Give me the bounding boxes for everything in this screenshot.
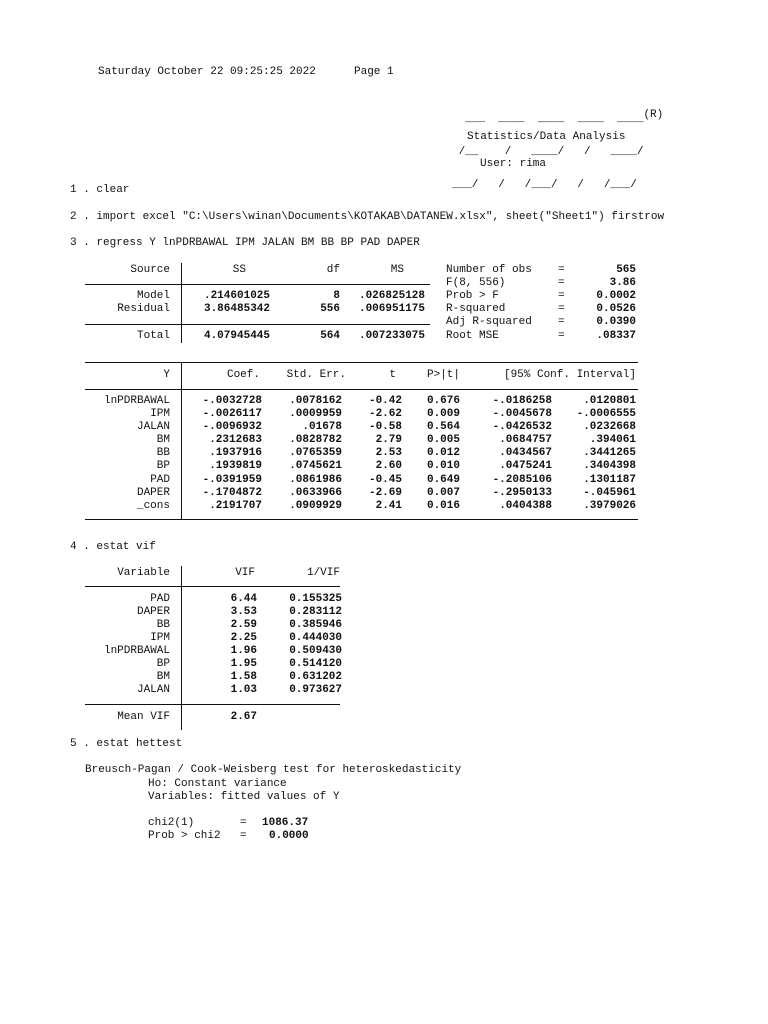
anova-residual-ms: .006951175 <box>358 303 425 315</box>
anova-model-ms: .026825128 <box>358 290 425 302</box>
coef-ci-upper: -.0006555 <box>576 408 636 420</box>
coef-ci-lower: .0404388 <box>499 500 552 512</box>
coef-header-se: Std. Err. <box>286 369 346 381</box>
stat-value-rmse: .08337 <box>596 330 636 342</box>
anova-model-ss: .214601025 <box>203 290 270 302</box>
coef-ci-lower: .0684757 <box>499 434 552 446</box>
stat-eq-nobs: = <box>558 264 565 276</box>
coef-p: 0.007 <box>426 487 460 499</box>
vif-header-rule <box>85 586 340 587</box>
anova-model-label: Model <box>136 290 170 302</box>
stat-label-adjr2: Adj R-squared <box>446 316 532 328</box>
hettest-chi2-value: 1086.37 <box>262 817 309 829</box>
coef-value: .2312683 <box>209 434 262 446</box>
coef-t: 2.53 <box>375 447 402 459</box>
coef-ci-upper: -.045961 <box>583 487 636 499</box>
vif-inverse: 0.155325 <box>289 593 342 605</box>
coef-t: 2.60 <box>375 460 402 472</box>
hettest-variables: Variables: fitted values of Y <box>148 791 340 803</box>
coef-t: 2.79 <box>375 434 402 446</box>
coef-se: .0078162 <box>289 395 342 407</box>
coef-ci-lower: -.0045678 <box>492 408 552 420</box>
coef-header-p: P>|t| <box>426 369 460 381</box>
anova-vertical-rule <box>181 263 182 343</box>
coef-var: DAPER <box>136 487 170 499</box>
coef-bottom-rule <box>85 519 638 520</box>
command-1: 1 . clear <box>70 184 130 196</box>
stat-eq-rmse: = <box>558 330 565 342</box>
vif-mean-rule <box>85 704 340 705</box>
logo-line-2: /__ / ____/ / ____/ <box>452 146 644 158</box>
coef-top-rule <box>85 362 638 363</box>
coef-se: .0745621 <box>289 460 342 472</box>
coef-var: BP <box>156 460 170 472</box>
coef-p: 0.564 <box>426 421 460 433</box>
coef-p: 0.009 <box>426 408 460 420</box>
vif-inverse: 0.509430 <box>289 645 342 657</box>
registered-mark: (R) <box>643 109 664 121</box>
page-number: Page 1 <box>354 66 394 78</box>
anova-total-ss: 4.07945445 <box>203 330 270 342</box>
vif-var: PAD <box>150 593 170 605</box>
anova-model-df: 8 <box>333 290 340 302</box>
vif-inverse: 0.514120 <box>289 658 342 670</box>
coef-p: 0.005 <box>426 434 460 446</box>
stat-value-probf: 0.0002 <box>596 290 636 302</box>
command-3: 3 . regress Y lnPDRBAWAL IPM JALAN BM BB BP PAD DAPER <box>70 237 420 249</box>
coef-ci-upper: .3441265 <box>583 447 636 459</box>
coef-p: 0.649 <box>426 474 460 486</box>
stat-eq-probf: = <box>558 290 565 302</box>
vif-var: BM <box>156 671 170 683</box>
timestamp: Saturday October 22 09:25:25 2022 <box>98 66 316 78</box>
coef-se: .01678 <box>302 421 342 433</box>
logo-line-1: ___ ____ ____ ____ ____(R) <box>452 109 664 125</box>
coef-header-t: t <box>389 369 396 381</box>
stat-value-r2: 0.0526 <box>596 303 636 315</box>
stat-label-r2: R-squared <box>446 303 506 315</box>
vif-value: 2.25 <box>230 632 257 644</box>
coef-header-coef: Coef. <box>226 369 260 381</box>
vif-mean-value: 2.67 <box>230 711 257 723</box>
coef-ci-lower: .0475241 <box>499 460 552 472</box>
hettest-chi2-label: chi2(1) <box>148 817 195 829</box>
coef-ci-lower: -.0426532 <box>492 421 552 433</box>
coef-ci-lower: -.2085106 <box>492 474 552 486</box>
coef-value: -.0096932 <box>202 421 262 433</box>
coef-value: -.0026117 <box>202 408 262 420</box>
coef-t: -0.58 <box>368 421 402 433</box>
stat-eq-adjr2: = <box>558 316 565 328</box>
coef-ci-upper: .0232668 <box>583 421 636 433</box>
stat-value-adjr2: 0.0390 <box>596 316 636 328</box>
coef-var: lnPDRBAWAL <box>103 395 170 407</box>
vif-header-vif: VIF <box>235 567 255 579</box>
logo-subtitle: Statistics/Data Analysis <box>467 131 626 143</box>
command-4: 4 . estat vif <box>70 541 156 553</box>
coef-var: PAD <box>150 474 170 486</box>
coef-p: 0.016 <box>426 500 460 512</box>
stat-eq-f: = <box>558 277 565 289</box>
coef-t: -0.45 <box>368 474 402 486</box>
vif-value: 1.58 <box>230 671 257 683</box>
coef-t: 2.41 <box>375 500 402 512</box>
coef-ci-lower: -.0186258 <box>492 395 552 407</box>
anova-residual-label: Residual <box>117 303 170 315</box>
anova-header-source: Source <box>130 264 170 276</box>
vif-header-inv: 1/VIF <box>306 567 340 579</box>
vif-inverse: 0.444030 <box>289 632 342 644</box>
coef-ci-lower: -.2950133 <box>492 487 552 499</box>
vif-inverse: 0.631202 <box>289 671 342 683</box>
vif-inverse: 0.973627 <box>289 684 342 696</box>
coef-se: .0828782 <box>289 434 342 446</box>
coef-p: 0.010 <box>426 460 460 472</box>
coef-ci-upper: .0120801 <box>583 395 636 407</box>
coef-ci-upper: .1301187 <box>583 474 636 486</box>
coef-value: .1939819 <box>209 460 262 472</box>
user-line: User: rima <box>480 158 547 170</box>
coef-ci-upper: .3979026 <box>583 500 636 512</box>
coef-var: _cons <box>136 500 170 512</box>
anova-header-rule <box>85 284 430 285</box>
stat-label-probf: Prob > F <box>446 290 499 302</box>
coef-t: -2.62 <box>368 408 402 420</box>
hettest-prob-value: 0.0000 <box>269 830 309 842</box>
coef-p: 0.676 <box>426 395 460 407</box>
coef-value: .2191707 <box>209 500 262 512</box>
vif-value: 2.59 <box>230 619 257 631</box>
vif-vertical-rule <box>181 566 182 730</box>
coef-header-var: Y <box>163 369 170 381</box>
hettest-prob-label: Prob > chi2 <box>148 830 221 842</box>
stat-label-rmse: Root MSE <box>446 330 499 342</box>
anova-total-rule <box>85 324 430 325</box>
vif-value: 6.44 <box>230 593 257 605</box>
anova-total-ms: .007233075 <box>358 330 425 342</box>
coef-var: BM <box>156 434 170 446</box>
coef-se: .0633966 <box>289 487 342 499</box>
coef-p: 0.012 <box>426 447 460 459</box>
vif-var: IPM <box>150 632 170 644</box>
anova-header-ss: SS <box>232 264 246 276</box>
vif-var: JALAN <box>136 684 170 696</box>
vif-value: 1.03 <box>230 684 257 696</box>
coef-se: .0765359 <box>289 447 342 459</box>
anova-total-df: 564 <box>320 330 340 342</box>
coef-ci-lower: .0434567 <box>499 447 552 459</box>
anova-total-label: Total <box>136 330 170 342</box>
vif-mean-label: Mean VIF <box>117 711 170 723</box>
stat-eq-r2: = <box>558 303 565 315</box>
coef-var: IPM <box>150 408 170 420</box>
coef-value: -.1704872 <box>202 487 262 499</box>
vif-value: 1.96 <box>230 645 257 657</box>
logo-line-3: ___/ / /___/ / /___/ <box>452 179 637 191</box>
vif-value: 3.53 <box>230 606 257 618</box>
stat-label-f: F(8, 556) <box>446 277 506 289</box>
coef-var: JALAN <box>136 421 170 433</box>
coef-se: .0909929 <box>289 500 342 512</box>
vif-var: BB <box>156 619 170 631</box>
stata-logo <box>452 92 663 213</box>
vif-var: BP <box>156 658 170 670</box>
stat-value-f: 3.86 <box>609 277 636 289</box>
stat-label-nobs: Number of obs <box>446 264 532 276</box>
coef-t: -2.69 <box>368 487 402 499</box>
coef-se: .0009959 <box>289 408 342 420</box>
anova-residual-df: 556 <box>320 303 340 315</box>
coef-header-rule <box>85 389 638 390</box>
coef-ci-upper: .394061 <box>589 434 636 446</box>
anova-header-ms: MS <box>390 264 404 276</box>
vif-value: 1.95 <box>230 658 257 670</box>
command-5: 5 . estat hettest <box>70 738 183 750</box>
vif-inverse: 0.385946 <box>289 619 342 631</box>
vif-var: DAPER <box>136 606 170 618</box>
vif-var: lnPDRBAWAL <box>103 645 170 657</box>
vif-inverse: 0.283112 <box>289 606 342 618</box>
stat-value-nobs: 565 <box>616 264 636 276</box>
hettest-prob-eq: = <box>240 830 247 842</box>
coef-value: -.0032728 <box>202 395 262 407</box>
coef-se: .0861986 <box>289 474 342 486</box>
vif-header-var: Variable <box>117 567 170 579</box>
coef-ci-upper: .3404398 <box>583 460 636 472</box>
coef-header-ci: [95% Conf. Interval] <box>503 369 636 381</box>
command-2: 2 . import excel "C:\Users\winan\Documents\KOTAKAB\DATANEW.xlsx", sheet("Sheet1") firstrow <box>70 211 665 223</box>
hettest-chi2-eq: = <box>240 817 247 829</box>
hettest-hypothesis: Ho: Constant variance <box>148 778 287 790</box>
coef-t: -0.42 <box>368 395 402 407</box>
coef-var: BB <box>156 447 170 459</box>
anova-residual-ss: 3.86485342 <box>203 303 270 315</box>
coef-value: -.0391959 <box>202 474 262 486</box>
hettest-title: Breusch-Pagan / Cook-Weisberg test for heteroskedasticity <box>85 764 462 776</box>
anova-header-df: df <box>326 264 340 276</box>
coef-value: .1937916 <box>209 447 262 459</box>
